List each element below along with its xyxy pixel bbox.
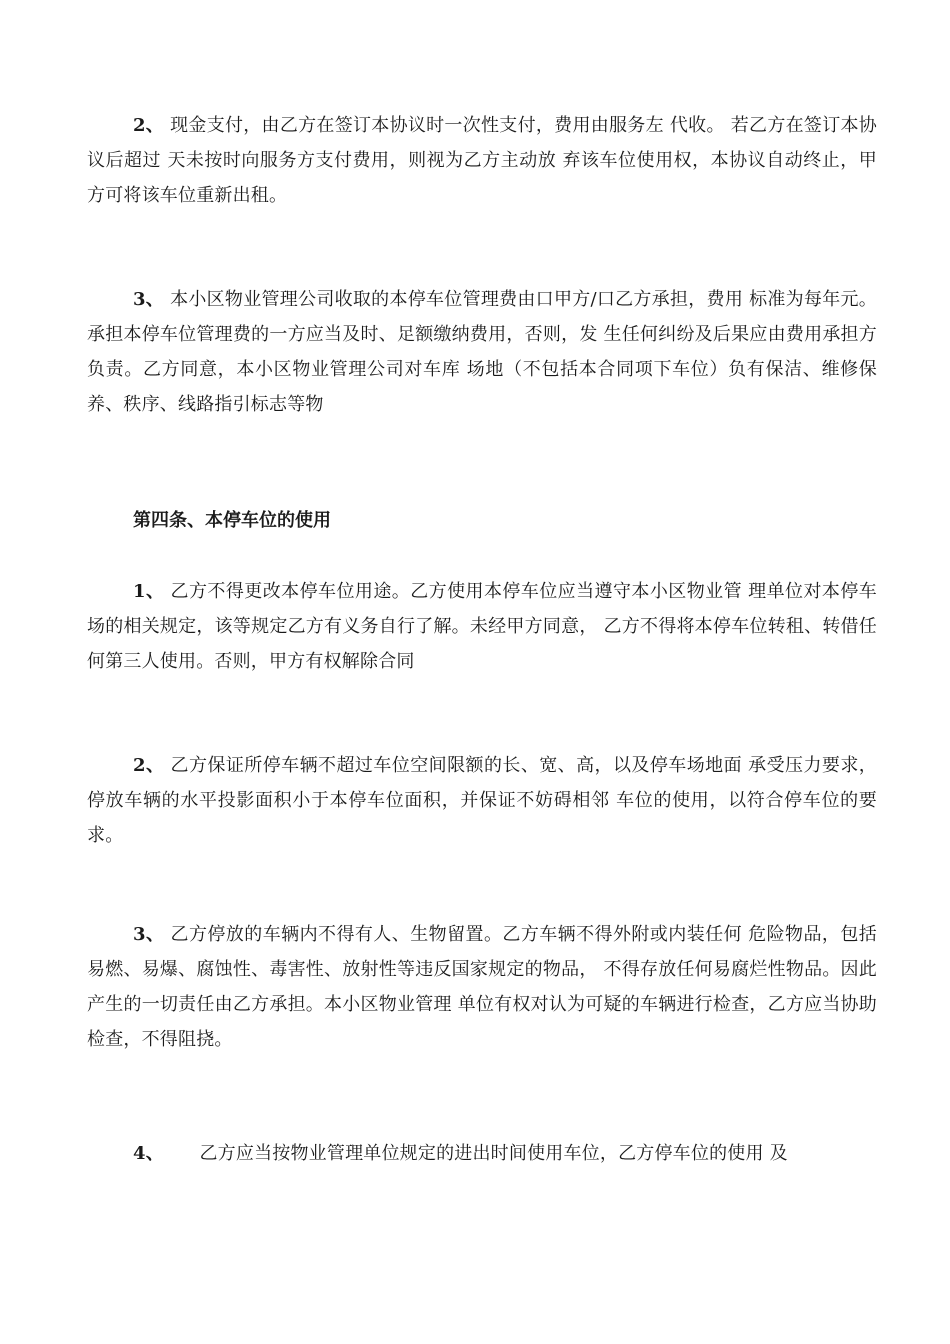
- paragraph-management-fee: [87, 282, 877, 422]
- section-heading: 第四条、本停车位的使用: [133, 510, 331, 531]
- paragraph-usage-4: [87, 1136, 877, 1171]
- paragraph-number: 3、: [133, 289, 165, 310]
- paragraph-number: 3、: [133, 924, 165, 945]
- paragraph-payment-cash: [87, 108, 877, 213]
- paragraph-number: 2、: [133, 755, 165, 776]
- paragraph-text: 现金支付，由乙方在签订本协议时一次性支付，费用由服务左 代收。 若乙方在签订本协议后超过 天未按时向服务方支付费用，则视为乙方主动放 弃该车位使用权，本协议自动终止，甲方可将该车位重新出租。: [87, 115, 877, 206]
- paragraph-number: 1、: [133, 581, 165, 602]
- paragraph-text: 本小区物业管理公司收取的本停车位管理费由口甲方/口乙方承担，费用 标准为每年元。承担本停车位管理费的一方应当及时、足额缴纳费用，否则，发 生任何纠纷及后果应由费用承担方负责。乙方同意，本小区物业管理公司对车库 场地（不包括本合同项下车位）负有保洁、维修保养、秩序、线路指引标志等物: [87, 289, 877, 415]
- paragraph-text: 乙方应当按物业管理单位规定的进出时间使用车位，乙方停车位的使用 及: [163, 1143, 788, 1164]
- paragraph-number: 2、: [133, 115, 165, 136]
- paragraph-text: 乙方不得更改本停车位用途。乙方使用本停车位应当遵守本小区物业管 理单位对本停车场的相关规定，该等规定乙方有义务自行了解。未经甲方同意， 乙方不得将本停车位转租、转借任何第三人使用。否则，甲方有权解除合同: [87, 581, 877, 672]
- paragraph-text: 乙方保证所停车辆不超过车位空间限额的长、宽、高，以及停车场地面 承受压力要求，停放车辆的水平投影面积小于本停车位面积，并保证不妨碍相邻 车位的使用，以符合停车位的要求。: [87, 755, 877, 846]
- paragraph-usage-1: [87, 574, 877, 679]
- paragraph-usage-2: [87, 748, 877, 853]
- paragraph-text: 乙方停放的车辆内不得有人、生物留置。乙方车辆不得外附或内装任何 危险物品，包括易燃、易爆、腐蚀性、毒害性、放射性等违反国家规定的物品， 不得存放任何易腐烂性物品。因此产生的一切责任由乙方承担。本小区物业管理 单位有权对认为可疑的车辆进行检查，乙方应当协助检查，不得阻挠。: [87, 924, 877, 1050]
- paragraph-usage-3: [87, 917, 877, 1057]
- paragraph-number: 4、: [133, 1143, 164, 1164]
